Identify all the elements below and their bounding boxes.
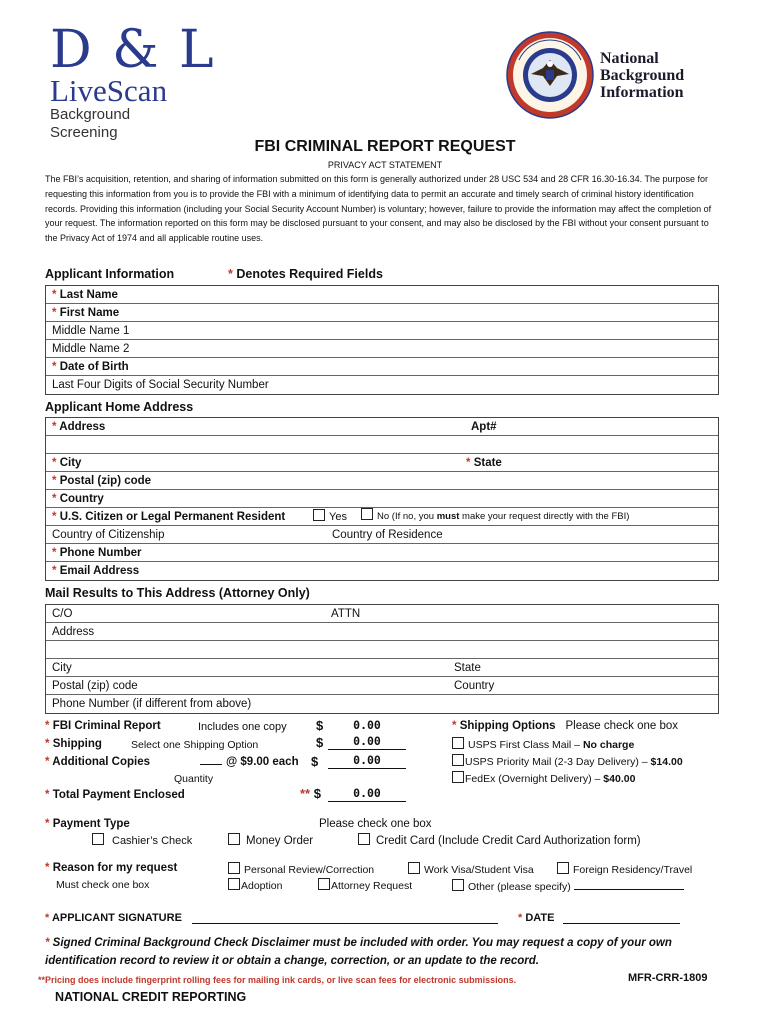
dl-livescan-logo (50, 20, 216, 141)
logo-livescan-text: LiveScan (50, 73, 168, 108)
work-visa-label: Work Visa/Student Visa (424, 864, 534, 876)
citizen-yes-checkbox[interactable] (313, 509, 325, 521)
shipping-check-one: Please check one box (565, 720, 679, 732)
first-name-label: First Name (59, 307, 120, 319)
total-double-star: ** (300, 786, 311, 801)
phone-label: Phone Number (59, 547, 142, 559)
ssn-label: Last Four Digits of Social Security Number (52, 379, 269, 391)
citizen-yes-label: Yes (329, 511, 347, 523)
copies-text: Additional Copies (52, 756, 151, 768)
adoption-checkbox[interactable] (228, 878, 240, 890)
reason-text: Reason for my request (52, 862, 178, 874)
nbi-line-3: Information (600, 84, 684, 101)
required-star: * (228, 267, 233, 281)
citizenship-label: Country of Citizenship (52, 529, 165, 541)
mail-city-field[interactable] (46, 659, 718, 677)
quantity-label: Quantity (174, 773, 214, 785)
middle-name-1-label: Middle Name 1 (52, 325, 130, 337)
middle-name-2-field[interactable] (46, 340, 718, 358)
total-dollar-sign: $ (313, 786, 321, 801)
shipping-text: Shipping (52, 738, 102, 750)
first-name-field[interactable]: * First Name (46, 304, 718, 322)
work-visa-option[interactable] (408, 862, 534, 878)
copies-qty-line[interactable] (200, 755, 222, 770)
dob-label: Date of Birth (59, 361, 129, 373)
payment-check-one: Please check one box (319, 818, 432, 830)
fbi-report-label: * FBI Criminal Report (45, 720, 161, 732)
date-text: DATE (525, 912, 555, 924)
fbi-report-amount: 0.00 (353, 718, 381, 732)
mail-city-label: City (52, 662, 72, 674)
copies-amount[interactable]: 0.00 (328, 753, 406, 769)
other-label: Other (please specify) (468, 881, 571, 893)
credit-card-label: Credit Card (Include Credit Card Authorization form) (376, 835, 641, 847)
home-address-heading: Applicant Home Address (45, 400, 194, 414)
applicant-info-heading: Applicant Information (45, 267, 175, 281)
email-label: Email Address (59, 565, 140, 577)
fedex-option[interactable] (452, 771, 635, 787)
mail-postal-field[interactable] (46, 677, 718, 695)
usps-first-label: USPS First Class Mail – (468, 739, 583, 751)
form-code: MFR-CRR-1809 (628, 972, 708, 984)
postal-field[interactable]: * Postal (zip) code (46, 472, 718, 490)
mail-state-label: State (454, 662, 481, 674)
state-label: State (473, 457, 502, 469)
payment-type-text: Payment Type (52, 818, 130, 830)
attorney-option[interactable] (318, 878, 412, 894)
money-order-option[interactable] (228, 833, 313, 849)
usps-first-price: No charge (582, 739, 635, 751)
email-field[interactable]: * Email Address (52, 565, 140, 577)
no-note-bold: must (436, 511, 460, 522)
fbi-report-text: FBI Criminal Report (52, 720, 161, 732)
shipping-options-label: Shipping Options (459, 720, 556, 732)
foreign-option[interactable] (557, 862, 692, 878)
mail-phone-label: Phone Number (if different from above) (52, 698, 252, 710)
date-label: * DATE (518, 912, 555, 924)
address-line-2-field[interactable] (46, 436, 718, 454)
citizen-no-checkbox[interactable] (361, 508, 373, 520)
nbi-seal-icon (505, 30, 595, 120)
required-note (228, 267, 383, 281)
signature-text: APPLICANT SIGNATURE (51, 912, 182, 924)
country-field[interactable]: * Country (46, 490, 718, 508)
total-amount[interactable]: 0.00 (328, 786, 406, 802)
attorney-label: Attorney Request (331, 880, 413, 892)
nbi-name (600, 50, 684, 101)
mail-address-line-2-field[interactable] (46, 641, 718, 659)
disclaimer: * Signed Criminal Background Check Disclaimer must be included with order. You may request a copy of your own identification record to review it or obtain a change, correction, or an update to the record. (45, 937, 672, 967)
personal-label: Personal Review/Correction (244, 864, 375, 876)
date-of-birth-field[interactable]: * Date of Birth (46, 358, 718, 376)
middle-name-2-label: Middle Name 2 (52, 343, 130, 355)
footer-company: NATIONAL CREDIT REPORTING (55, 990, 247, 1004)
logo-main-text: D & L (50, 20, 216, 80)
usps-priority-checkbox[interactable] (452, 754, 464, 766)
reason-must: Must check one box (56, 879, 150, 891)
usps-priority-label: USPS Priority Mail (2-3 Day Delivery) – (465, 756, 651, 768)
select-shipping: Select one Shipping Option (131, 739, 259, 751)
date-line[interactable] (563, 923, 680, 924)
foreign-label: Foreign Residency/Travel (573, 864, 693, 876)
form-title: FBI CRIMINAL REPORT REQUEST (254, 138, 516, 155)
fedex-price: $40.00 (603, 773, 636, 785)
apt-label: Apt# (471, 421, 497, 433)
privacy-statement: The FBI’s acquisition, retention, and sharing of information submitted on this form is generally authorized under 28 USC 534 and 28 CFR 16.30-16.34. The purpose for requesting this information from you is to provide the FBI with a minimum of identifying data to permit an accurate and timely search of criminal history identification records. Providing this information (including your Social Security Account Number) is voluntary; however, failure to provide the information may affect the completion of your request. The information reported on this form may be disclosed pursuant to your consent, and may also be disclosed by the FBI without your consent pursuant to the Privacy Act of 1974 and all applicable routine uses. (45, 174, 712, 244)
applicant-info-box (45, 285, 719, 395)
residence-label: Country of Residence (332, 529, 443, 541)
home-address-box (45, 417, 719, 581)
co-field[interactable] (46, 605, 718, 623)
pricing-note: **Pricing does include fingerprint rolling fees for mailing ink cards, or live scan fees for electronic submissions. (38, 975, 517, 985)
usps-priority-price: $14.00 (650, 756, 683, 768)
copies-price: @ $9.00 each (226, 756, 299, 768)
fedex-checkbox[interactable] (452, 771, 464, 783)
mail-address-label: Address (52, 626, 95, 638)
usps-first-option[interactable] (452, 737, 634, 753)
country-label: Country (59, 493, 104, 505)
middle-name-1-field[interactable] (46, 322, 718, 340)
last-name-label: Last Name (59, 289, 118, 301)
payment-type-label: * Payment Type (45, 818, 130, 830)
mail-address-field[interactable] (46, 623, 718, 641)
co-label: C/O (52, 608, 73, 620)
citizen-no-label: No (377, 511, 390, 522)
total-dollar (300, 786, 321, 801)
address-field[interactable]: * Address Apt# (46, 418, 718, 436)
phone-field[interactable]: * Phone Number (46, 544, 718, 562)
shipping-amount[interactable]: 0.00 (328, 734, 406, 750)
citizen-row: * U.S. Citizen or Legal Permanent Resident Yes No (If no, you must make your request directly with the FBI) (46, 508, 718, 526)
disclaimer-text: Signed Criminal Background Check Disclaimer must be included with order. You may request a copy of your own identification record to review it or obtain a change, correction, or an update to the record. (45, 937, 672, 967)
postal-label: Postal (zip) code (59, 475, 152, 487)
adoption-option[interactable] (228, 878, 282, 894)
required-note-text: Denotes Required Fields (236, 267, 383, 281)
foreign-checkbox[interactable] (557, 862, 569, 874)
nbi-line-2: Background (600, 67, 685, 84)
other-checkbox[interactable] (452, 879, 464, 891)
cashier-checkbox[interactable] (92, 833, 104, 845)
total-label: * Total Payment Enclosed (45, 789, 185, 801)
shipping-options-header: * Shipping Options Please check one box (452, 720, 679, 732)
shipping-label: * Shipping (45, 738, 102, 750)
fedex-label: FedEx (Overnight Delivery) – (465, 773, 604, 785)
copies-label: * Additional Copies (45, 756, 151, 768)
nbi-line-1: National (600, 50, 659, 67)
mail-results-box (45, 604, 719, 714)
citizen-label: U.S. Citizen or Legal Permanent Resident (59, 511, 286, 523)
personal-checkbox[interactable] (228, 862, 240, 874)
dollar-3: $ (311, 754, 319, 769)
cashier-option[interactable] (92, 833, 192, 849)
credit-card-option[interactable] (358, 833, 641, 849)
adoption-label: Adoption (241, 880, 283, 892)
personal-option[interactable] (228, 862, 374, 878)
no-note-pre: (If no, you (391, 511, 437, 522)
mail-phone-field[interactable] (46, 695, 718, 713)
attn-label: ATTN (331, 608, 361, 620)
ssn-field[interactable] (46, 376, 718, 394)
attorney-checkbox[interactable] (318, 878, 330, 890)
mail-results-heading: Mail Results to This Address (Attorney Only) (45, 586, 310, 600)
dollar-2: $ (316, 735, 324, 750)
usps-first-checkbox[interactable] (452, 737, 464, 749)
mail-postal-label: Postal (zip) code (52, 680, 138, 692)
logo-tagline: Background Screening (50, 106, 131, 141)
total-text: Total Payment Enclosed (52, 789, 185, 801)
work-visa-checkbox[interactable] (408, 862, 420, 874)
signature-label: * APPLICANT SIGNATURE (45, 912, 182, 924)
signature-line[interactable] (192, 923, 498, 924)
last-name-field[interactable]: * Last Name (46, 286, 718, 304)
usps-priority-option[interactable] (452, 754, 683, 770)
privacy-heading: PRIVACY ACT STATEMENT (327, 160, 443, 170)
money-order-checkbox[interactable] (228, 833, 240, 845)
no-note-post: make your request directly with the FBI) (459, 511, 630, 522)
reason-label: * Reason for my request (45, 862, 178, 874)
includes-copy: Includes one copy (198, 721, 287, 733)
cashier-label: Cashier’s Check (112, 835, 193, 847)
city-label: City (59, 457, 82, 469)
credit-card-checkbox[interactable] (358, 833, 370, 845)
mail-country-label: Country (454, 680, 495, 692)
money-order-label: Money Order (246, 835, 314, 847)
address-label: Address (59, 421, 106, 433)
other-option[interactable] (452, 878, 684, 895)
city-field[interactable]: * City * State (46, 454, 718, 472)
other-specify-line[interactable] (574, 878, 684, 890)
citizenship-field[interactable] (46, 526, 718, 544)
dollar-1: $ (316, 718, 324, 733)
